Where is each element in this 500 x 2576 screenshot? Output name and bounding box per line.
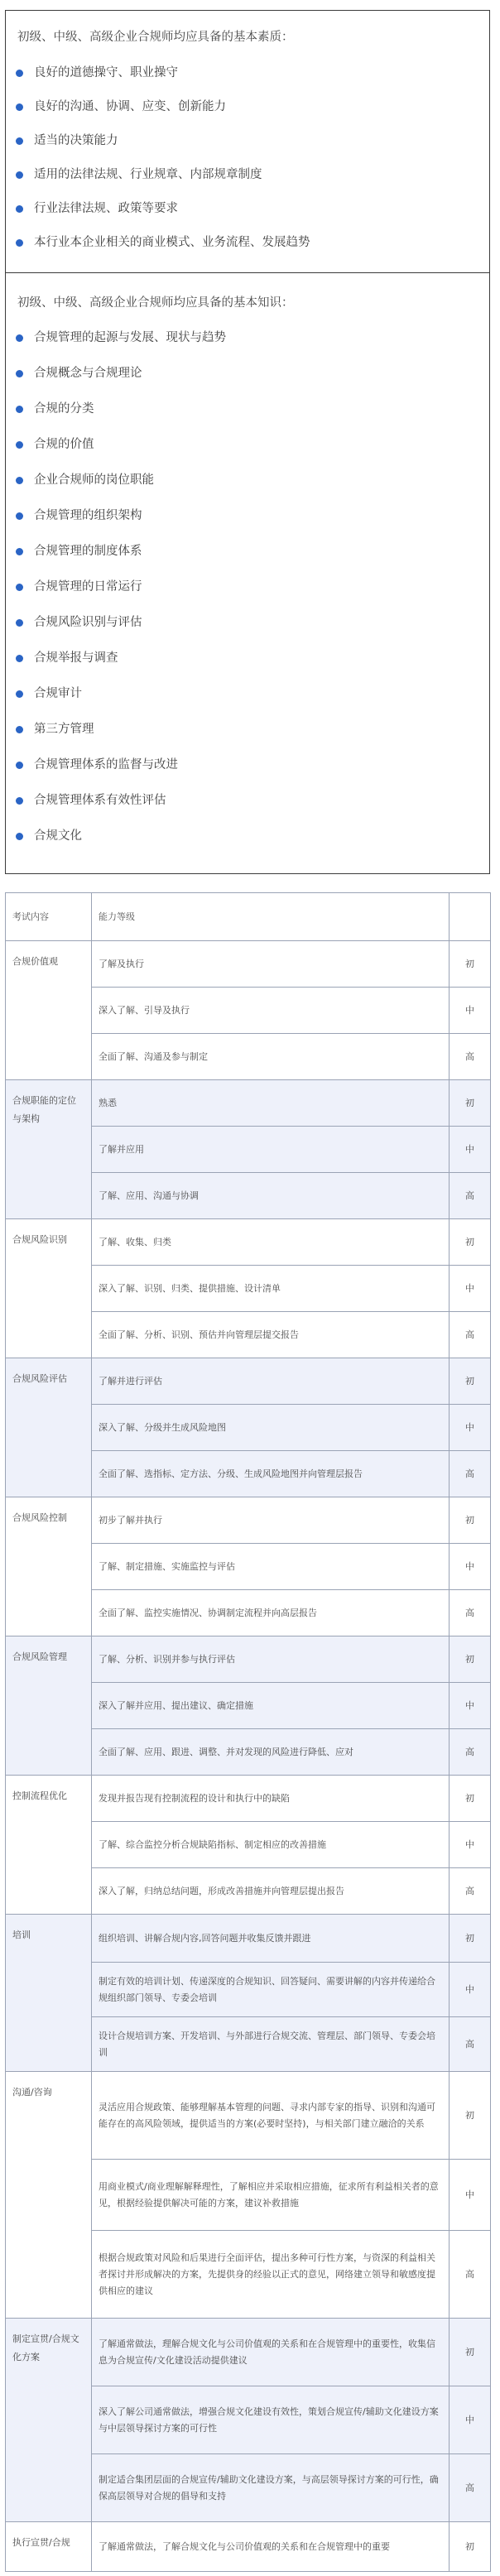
ability-description-cell: 根据合规政策对风险和后果进行全面评估，提出多种可行性方案，与资深的利益相关者探讨并形成解决的方案，先提供身的经验以正式的意见，网络建立领导和敏感度提供相应的建议 bbox=[92, 2231, 450, 2319]
bullet-dot-icon bbox=[16, 441, 23, 449]
table-row bbox=[6, 1080, 491, 1127]
level-cell: 初 bbox=[450, 2072, 491, 2160]
bullet-dot-icon bbox=[16, 477, 23, 484]
ability-description-cell: 全面了解、沟通及参与制定 bbox=[92, 1034, 450, 1080]
list-item-text: 企业合规师的岗位职能 bbox=[34, 473, 154, 487]
bullet-dot-icon bbox=[16, 548, 23, 555]
exam-content-cell: 合规职能的定位与架构 bbox=[6, 1080, 92, 1219]
ability-description-cell: 组织培训、讲解合规内容,回答问题并收集反馈并跟进 bbox=[92, 1915, 450, 1963]
table-row bbox=[6, 1497, 491, 1544]
list-item-text: 合规管理的制度体系 bbox=[34, 545, 142, 558]
list-item bbox=[6, 605, 489, 641]
table-row bbox=[6, 1219, 491, 1266]
exam-content-cell: 合规价值观 bbox=[6, 941, 92, 1080]
bullet-dot-icon bbox=[16, 797, 23, 805]
level-cell: 中 bbox=[450, 1266, 491, 1312]
list-item bbox=[6, 90, 489, 124]
exam-content-cell: 制定宣贯/合规文化方案 bbox=[6, 2319, 92, 2522]
ability-description-cell: 了解并应用 bbox=[92, 1127, 450, 1173]
bullet-dot-icon bbox=[16, 762, 23, 769]
level-cell: 中 bbox=[450, 1544, 491, 1590]
level-cell: 初 bbox=[450, 2522, 491, 2572]
ability-description-cell: 了解通常做法，理解合规文化与公司价值观的关系和在合规管理中的重要性，收集信息为合规宣传/文化建设活动提供建议 bbox=[92, 2319, 450, 2386]
bullet-dot-icon bbox=[16, 406, 23, 413]
bullet-dot-icon bbox=[16, 205, 23, 213]
table-row bbox=[6, 1915, 491, 1963]
level-cell: 中 bbox=[450, 1683, 491, 1729]
list-item-text: 合规管理体系有效性评估 bbox=[34, 794, 166, 807]
level-cell: 初 bbox=[450, 1358, 491, 1405]
level-cell: 中 bbox=[450, 2386, 491, 2454]
level-cell: 初 bbox=[450, 941, 491, 988]
level-cell: 高 bbox=[450, 1034, 491, 1080]
list-item-text: 本行业本企业相关的商业模式、业务流程、发展趋势 bbox=[34, 236, 310, 249]
ability-description-cell: 制定有效的培训计划、传递深度的合规知识、回答疑问、需要讲解的内容并传递给合规组织部门领导、专委会培训 bbox=[92, 1963, 450, 2017]
exam-content-cell: 执行宣贯/合规 bbox=[6, 2522, 92, 2572]
header-level bbox=[450, 893, 491, 941]
table-header-row bbox=[6, 893, 491, 941]
list-item-text: 合规概念与合规理论 bbox=[34, 367, 142, 380]
level-cell: 高 bbox=[450, 2454, 491, 2522]
list-item bbox=[6, 498, 489, 534]
list-item bbox=[6, 676, 489, 712]
ability-description-cell: 用商业模式/商业理解解释理性，了解相应并采取相应措施，征求所有利益相关者的意见，根据经验提供解决可能的方案，建议补救措施 bbox=[92, 2160, 450, 2231]
ability-description-cell: 熟悉 bbox=[92, 1080, 450, 1127]
ability-description-cell: 深入了解，归纳总结问题，形成改善措施并向管理层提出报告 bbox=[92, 1868, 450, 1915]
header-exam-content: 考试内容 bbox=[6, 893, 92, 941]
level-cell: 初 bbox=[450, 1636, 491, 1683]
bullet-dot-icon bbox=[16, 726, 23, 733]
list-item bbox=[6, 819, 489, 854]
list-item-text: 适当的决策能力 bbox=[34, 134, 118, 147]
level-cell: 高 bbox=[450, 1173, 491, 1219]
exam-content-cell: 合规风险控制 bbox=[6, 1497, 92, 1636]
ability-description-cell: 全面了解、监控实施情况、协调制定流程并向高层报告 bbox=[92, 1590, 450, 1636]
exam-content-cell: 培训 bbox=[6, 1915, 92, 2072]
table-row bbox=[6, 2319, 491, 2386]
table-row bbox=[6, 2522, 491, 2572]
ability-description-cell: 深入了解、识别、归类、提供措施、设计清单 bbox=[92, 1266, 450, 1312]
list-item-text: 合规的价值 bbox=[34, 438, 94, 451]
list-item-text: 合规审计 bbox=[34, 687, 82, 700]
ability-description-cell: 了解、收集、归类 bbox=[92, 1219, 450, 1266]
bullet-dot-icon bbox=[16, 370, 23, 377]
ability-description-cell: 了解、制定措施、实施监控与评估 bbox=[92, 1544, 450, 1590]
ability-description-cell: 深入了解并应用、提出建议、确定措施 bbox=[92, 1683, 450, 1729]
knowledge-heading: 初级、中级、高级企业合规师均应具备的基本知识： bbox=[17, 296, 294, 310]
ability-description-cell: 了解通常做法，了解合规文化与公司价值观的关系和在合规管理中的重要 bbox=[92, 2522, 450, 2572]
bullet-dot-icon bbox=[16, 137, 23, 145]
level-cell: 初 bbox=[450, 1776, 491, 1822]
ability-description-cell: 发现并报告现有控制流程的设计和执行中的缺陷 bbox=[92, 1776, 450, 1822]
exam-content-cell: 沟通/咨询 bbox=[6, 2072, 92, 2319]
basic-qualities-box bbox=[5, 10, 490, 273]
bullet-dot-icon bbox=[16, 70, 23, 77]
list-item-text: 第三方管理 bbox=[34, 723, 94, 736]
ability-description-cell: 全面了解、分析、识别、预估并向管理层提交报告 bbox=[92, 1312, 450, 1358]
bullet-dot-icon bbox=[16, 512, 23, 520]
bullet-dot-icon bbox=[16, 334, 23, 342]
bullet-dot-icon bbox=[16, 584, 23, 591]
ability-description-cell: 深入了解公司通常做法，增强合规文化建设有效性，策划合规宣传/辅助文化建设方案与中层领导探讨方案的可行性 bbox=[92, 2386, 450, 2454]
ability-description-cell: 了解、分析、识别并参与执行评估 bbox=[92, 1636, 450, 1683]
level-cell: 初 bbox=[450, 1915, 491, 1963]
bullet-dot-icon bbox=[16, 833, 23, 840]
level-cell: 高 bbox=[450, 1729, 491, 1776]
level-cell: 高 bbox=[450, 1868, 491, 1915]
list-item-text: 行业法律法规、政策等要求 bbox=[34, 202, 178, 215]
list-item bbox=[6, 747, 489, 783]
list-item bbox=[6, 158, 489, 192]
list-item bbox=[6, 320, 489, 356]
table-row bbox=[6, 2072, 491, 2160]
level-cell: 高 bbox=[450, 2231, 491, 2319]
table-row bbox=[6, 1358, 491, 1405]
ability-description-cell: 深入了解、引导及执行 bbox=[92, 988, 450, 1034]
ability-description-cell: 制定适合集团层面的合规宣传/辅助文化建设方案，与高层领导探讨方案的可行性，确保高层领导对合规的倡导和支持 bbox=[92, 2454, 450, 2522]
ability-description-cell: 深入了解、分级并生成风险地图 bbox=[92, 1405, 450, 1451]
list-item-text: 合规的分类 bbox=[34, 402, 94, 416]
list-item bbox=[6, 712, 489, 747]
bullet-dot-icon bbox=[16, 655, 23, 662]
level-cell: 初 bbox=[450, 2319, 491, 2386]
qualities-list bbox=[6, 56, 489, 260]
list-item bbox=[6, 570, 489, 605]
table-row bbox=[6, 941, 491, 988]
level-cell: 初 bbox=[450, 1497, 491, 1544]
ability-description-cell: 了解并进行评估 bbox=[92, 1358, 450, 1405]
list-item bbox=[6, 356, 489, 392]
list-item bbox=[6, 463, 489, 498]
exam-content-cell: 合规风险识别 bbox=[6, 1219, 92, 1358]
list-item bbox=[6, 427, 489, 463]
bullet-dot-icon bbox=[16, 171, 23, 179]
table-row bbox=[6, 1776, 491, 1822]
level-cell: 中 bbox=[450, 1822, 491, 1868]
list-item-text: 合规文化 bbox=[34, 829, 82, 843]
ability-description-cell: 了解、应用、沟通与协调 bbox=[92, 1173, 450, 1219]
bullet-dot-icon bbox=[16, 619, 23, 627]
list-item-text: 合规风险识别与评估 bbox=[34, 616, 142, 629]
ability-description-cell: 了解、综合监控分析合规缺陷指标、制定相应的改善措施 bbox=[92, 1822, 450, 1868]
list-item bbox=[6, 641, 489, 676]
qualities-heading: 初级、中级、高级企业合规师均应具备的基本素质： bbox=[17, 31, 294, 44]
level-cell: 高 bbox=[450, 1590, 491, 1636]
list-item-text: 合规管理体系的监督与改进 bbox=[34, 758, 178, 771]
list-item bbox=[6, 192, 489, 226]
level-cell: 中 bbox=[450, 1127, 491, 1173]
list-item bbox=[6, 534, 489, 570]
level-cell: 高 bbox=[450, 2017, 491, 2072]
list-item-text: 良好的沟通、协调、应变、创新能力 bbox=[34, 100, 226, 113]
list-item bbox=[6, 226, 489, 260]
list-item-text: 合规管理的起源与发展、现状与趋势 bbox=[34, 331, 226, 344]
ability-description-cell: 全面了解、选指标、定方法、分级、生成风险地图并向管理层报告 bbox=[92, 1451, 450, 1497]
ability-description-cell: 了解及执行 bbox=[92, 941, 450, 988]
ability-level-table bbox=[5, 892, 491, 2572]
bullet-dot-icon bbox=[16, 239, 23, 247]
level-cell: 中 bbox=[450, 1963, 491, 2017]
exam-content-cell: 控制流程优化 bbox=[6, 1776, 92, 1915]
level-cell: 初 bbox=[450, 1080, 491, 1127]
header-ability-level: 能力等级 bbox=[92, 893, 450, 941]
bullet-dot-icon bbox=[16, 103, 23, 111]
ability-description-cell: 全面了解、应用、跟进、调整、并对发现的风险进行降低、应对 bbox=[92, 1729, 450, 1776]
basic-knowledge-box bbox=[5, 273, 490, 874]
ability-description-cell: 设计合规培训方案、开发培训、与外部进行合规交流、管理层、部门领导、专委会培训 bbox=[92, 2017, 450, 2072]
bullet-dot-icon bbox=[16, 690, 23, 698]
level-cell: 中 bbox=[450, 1405, 491, 1451]
list-item bbox=[6, 56, 489, 90]
level-cell: 高 bbox=[450, 1312, 491, 1358]
list-item-text: 适用的法律法规、行业规章、内部规章制度 bbox=[34, 168, 262, 181]
exam-content-cell: 合规风险评估 bbox=[6, 1358, 92, 1497]
knowledge-list bbox=[6, 320, 489, 854]
list-item-text: 合规管理的日常运行 bbox=[34, 580, 142, 594]
list-item bbox=[6, 783, 489, 819]
ability-description-cell: 初步了解并执行 bbox=[92, 1497, 450, 1544]
level-cell: 高 bbox=[450, 1451, 491, 1497]
level-cell: 中 bbox=[450, 988, 491, 1034]
list-item bbox=[6, 392, 489, 427]
list-item-text: 合规举报与调查 bbox=[34, 651, 118, 665]
exam-content-cell: 合规风险管理 bbox=[6, 1636, 92, 1776]
list-item bbox=[6, 124, 489, 158]
list-item-text: 良好的道德操守、职业操守 bbox=[34, 66, 178, 79]
list-item-text: 合规管理的组织架构 bbox=[34, 509, 142, 522]
table-row bbox=[6, 1636, 491, 1683]
ability-description-cell: 灵活应用合规政策、能够理解基本管理的问题、寻求内部专家的指导、识别和沟通可能存在的高风险领域，提供适当的方案(必要时坚持)，与相关部门建立融洽的关系 bbox=[92, 2072, 450, 2160]
level-cell: 中 bbox=[450, 2160, 491, 2231]
level-cell: 初 bbox=[450, 1219, 491, 1266]
